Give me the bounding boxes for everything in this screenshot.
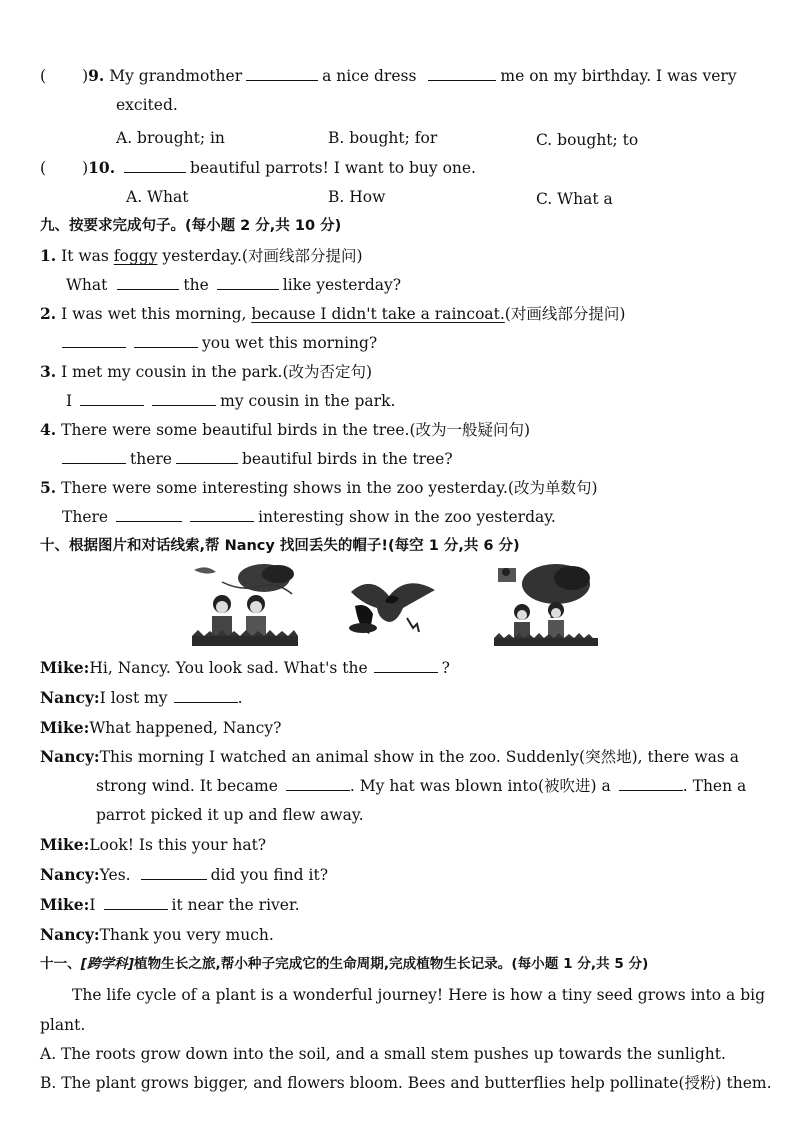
q9-number: 9. [88, 66, 105, 85]
s9-item2-underlined: because I didn't take a raincoat. [251, 305, 505, 323]
s9-item1-answer: What the like yesterday? [66, 276, 402, 294]
s9-item2-answer: you wet this morning? [62, 333, 377, 353]
s9-item5-blank-1[interactable] [116, 507, 182, 522]
section9-title: 九、按要求完成句子。(每小题 2 分,共 10 分) [40, 218, 342, 234]
s9-item3-answer: I my cousin in the park. [66, 392, 396, 410]
children-and-wind-picture [192, 562, 298, 646]
q10-blank[interactable] [124, 158, 186, 173]
dialogue-blank-6[interactable] [104, 895, 168, 910]
s9-item5-answer: There interesting show in the zoo yesterday. [62, 508, 556, 526]
section11-intro-line2: plant. [40, 1016, 86, 1034]
dialogue-blank-1[interactable] [374, 658, 438, 673]
s9-item4: 4. There were some beautiful birds in the tree.(改为一般疑问句) [40, 420, 531, 439]
q10-number: 10. [88, 158, 116, 177]
s9-item4-blank-2[interactable] [176, 449, 238, 464]
q9-line2: excited. [116, 96, 178, 114]
dialogue-line-2: Nancy:I lost my . [40, 688, 243, 707]
dialogue-line-1: Mike:Hi, Nancy. You look sad. What's the ? [40, 658, 450, 677]
dialogue-line-9: Mike:I it near the river. [40, 895, 300, 914]
dialogue-line-4: Nancy:This morning I watched an animal show in the zoo. Suddenly(突然地), there was a [40, 747, 739, 766]
s9-item1-blank-1[interactable] [117, 275, 179, 290]
q9-blank-2[interactable] [428, 66, 496, 81]
s9-item5-blank-2[interactable] [190, 507, 254, 522]
s9-item3-blank-1[interactable] [80, 391, 144, 406]
s9-item2: 2. I was wet this morning, because I didn't take a raincoat.(对画线部分提问) [40, 304, 626, 323]
parrot-with-hat-picture [345, 572, 441, 638]
dialogue-line-10: Nancy:Thank you very much. [40, 925, 274, 944]
section11-intro-line1: The life cycle of a plant is a wonderful journey! Here is how a tiny seed grows into a big [72, 986, 765, 1004]
q10-option-a[interactable]: A. What [126, 188, 189, 206]
q9-line: ( )9. My grandmother a nice dress me on my birthday. I was very [40, 66, 737, 85]
section11-stage-a: A. The roots grow down into the soil, and a small stem pushes up towards the sunlight. [40, 1045, 726, 1063]
q10-answer-paren[interactable]: ( [40, 159, 47, 177]
s9-item1: 1. It was foggy yesterday.(对画线部分提问) [40, 246, 363, 265]
s9-item4-blank-1[interactable] [62, 449, 126, 464]
speaker-mike: Mike: [40, 658, 90, 677]
s9-item1-underlined: foggy [113, 247, 158, 265]
dialogue-blank-2[interactable] [174, 688, 238, 703]
section11-title: 十一、[跨学科]植物生长之旅,帮小种子完成它的生命周期,完成植物生长记录。(每小题 1 分,共 5 分) [40, 956, 649, 972]
q9-option-b[interactable]: B. bought; for [328, 129, 438, 147]
q9-answer-paren[interactable]: ( [40, 67, 47, 85]
q9-option-c[interactable]: C. bought; to [536, 131, 639, 149]
s9-item1-blank-2[interactable] [217, 275, 279, 290]
s9-item4-answer: there beautiful birds in the tree? [62, 449, 453, 469]
s9-item3: 3. I met my cousin in the park.(改为否定句) [40, 362, 373, 381]
children-by-river-picture [494, 562, 598, 646]
dialogue-line-6: parrot picked it up and flew away. [96, 806, 364, 824]
q10-option-b[interactable]: B. How [328, 188, 386, 206]
dialogue-line-8: Nancy:Yes. did you find it? [40, 865, 329, 884]
section10-title: 十、根据图片和对话线索,帮 Nancy 找回丢失的帽子!(每空 1 分,共 6 分) [40, 538, 520, 554]
q10-line: ( )10. beautiful parrots! I want to buy one. [40, 158, 476, 177]
s9-item2-blank-2[interactable] [134, 333, 198, 348]
dialogue-line-5: strong wind. It became . My hat was blown into(被吹进) a . Then a [96, 777, 747, 795]
dialogue-blank-3[interactable] [286, 776, 350, 791]
q9-option-a[interactable]: A. brought; in [116, 129, 225, 147]
s9-item2-blank-1[interactable] [62, 333, 126, 348]
section11-stage-b: B. The plant grows bigger, and flowers bloom. Bees and butterflies help pollinate(授粉) them. [40, 1074, 772, 1092]
speaker-nancy: Nancy: [40, 688, 100, 707]
s9-item5: 5. There were some interesting shows in the zoo yesterday.(改为单数句) [40, 478, 598, 497]
s9-item3-blank-2[interactable] [152, 391, 216, 406]
dialogue-line-7: Mike:Look! Is this your hat? [40, 835, 267, 854]
dialogue-blank-4[interactable] [619, 776, 683, 791]
dialogue-line-3: Mike:What happened, Nancy? [40, 718, 282, 737]
q9-blank-1[interactable] [246, 66, 318, 81]
dialogue-blank-5[interactable] [141, 865, 207, 880]
q10-option-c[interactable]: C. What a [536, 190, 613, 208]
